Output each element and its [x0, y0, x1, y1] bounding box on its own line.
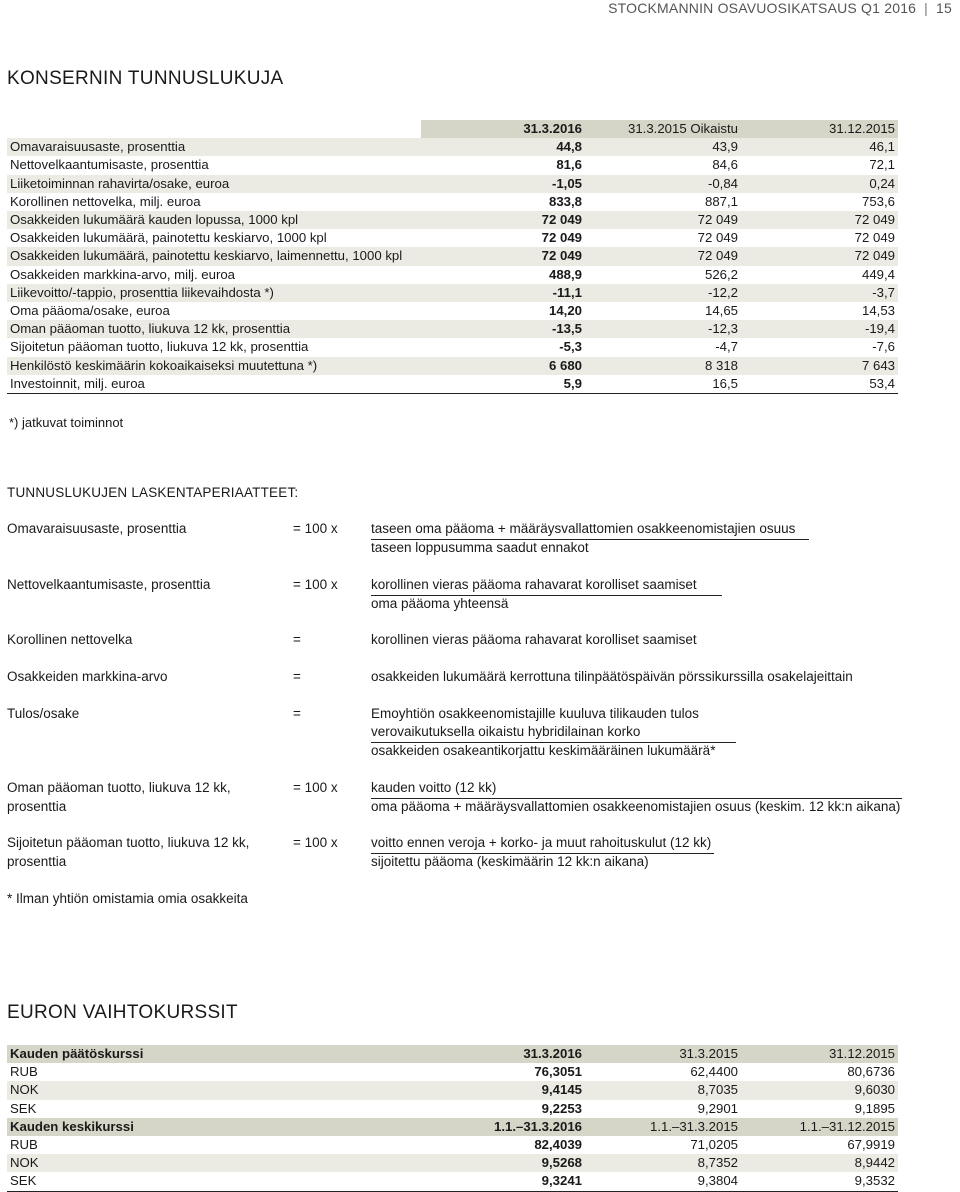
cell-value: -1,05 — [421, 175, 585, 193]
table-row — [7, 266, 898, 284]
own-shares-note: * Ilman yhtiön omistamia omia osakkeita — [7, 891, 248, 906]
calc-denominator: osakkeiden osakeantikorjattu keskimääräinen lukumäärä* — [371, 743, 716, 758]
cell-value: 71,0205 — [690, 1137, 738, 1153]
cell-value: 8,7352 — [585, 1154, 741, 1172]
cell-value: 14,20 — [548, 303, 582, 319]
col-header: 31.12.2015 — [741, 1045, 898, 1063]
cell-value: 9,3241 — [421, 1172, 585, 1191]
cell-value: 53,4 — [741, 375, 898, 394]
calc-formula: korollinen vieras pääoma rahavarat korolliset saamiset — [371, 632, 697, 647]
cell-value: 72 049 — [585, 211, 741, 229]
calculation-principles-title: TUNNUSLUKUJEN LASKENTAPERIAATTEET: — [7, 485, 299, 500]
row-label: Liikevoitto/-tappio, prosenttia liikevaihdosta *) — [7, 284, 421, 302]
cell-value: 81,6 — [556, 157, 582, 173]
continuing-operations-note: *) jatkuvat toiminnot — [9, 415, 124, 430]
table-row — [7, 1081, 898, 1099]
row-label: SEK — [7, 1172, 421, 1191]
calc-eq: = — [293, 669, 301, 684]
closing-rate-label: Kauden päätöskurssi — [7, 1045, 421, 1063]
cell-value: 76,3051 — [534, 1064, 582, 1080]
cell-value: 9,6030 — [741, 1081, 898, 1099]
cell-value: 8,7035 — [585, 1081, 741, 1099]
calc-label: Nettovelkaantumisaste, prosenttia — [7, 577, 211, 592]
cell-value: 526,2 — [704, 266, 738, 282]
closing-rate-header-row — [7, 1045, 898, 1063]
cell-value: 9,1895 — [854, 1100, 895, 1116]
calc-numerator-line1: Emoyhtiön osakkeenomistajille kuuluva tilikauden tulos — [371, 706, 699, 721]
exchange-rates-table — [7, 1045, 898, 1192]
section-title-exchange-rates: EURON VAIHTOKURSSIT — [7, 1002, 238, 1023]
calc-label: Osakkeiden markkina-arvo — [7, 669, 168, 684]
cell-value: 72 049 — [854, 230, 895, 246]
table-row — [7, 375, 898, 394]
cell-value: 14,53 — [861, 303, 895, 319]
cell-value: 72 049 — [585, 247, 741, 265]
table-row — [7, 175, 898, 193]
table-row — [7, 193, 898, 211]
row-label: Osakkeiden lukumäärä kauden lopussa, 1000 kpl — [7, 211, 421, 229]
calc-numerator: kauden voitto (12 kk) — [371, 779, 902, 799]
cell-value: 72 049 — [741, 211, 898, 229]
table-row — [7, 320, 898, 338]
row-label: Oman pääoman tuotto, liukuva 12 kk, prosenttia — [7, 320, 421, 338]
cell-value: 82,4039 — [534, 1137, 582, 1153]
calc-eq: = — [293, 632, 301, 647]
row-label: RUB — [10, 1137, 38, 1153]
calc-denominator: sijoitettu pääoma (keskimäärin 12 kk:n aikana) — [371, 854, 649, 869]
calc-numerator: voitto ennen veroja + korko- ja muut rahoituskulut (12 kk) — [371, 834, 714, 854]
row-label: Osakkeiden lukumäärä, painotettu keskiarvo, 1000 kpl — [10, 230, 327, 246]
table-row — [7, 284, 898, 302]
calc-label: Tulos/osake — [7, 706, 80, 721]
cell-value: -12,2 — [585, 284, 741, 302]
cell-value: 72 049 — [421, 211, 585, 229]
cell-value: 72 049 — [697, 230, 738, 246]
cell-value: 7 643 — [741, 357, 898, 375]
cell-value: 0,24 — [741, 175, 898, 193]
row-label: SEK — [10, 1100, 37, 1116]
table-row — [7, 211, 898, 229]
table-row — [7, 156, 898, 174]
col-header: 31.3.2016 — [421, 1045, 585, 1063]
row-label: Korollinen nettovelka, milj. euroa — [10, 193, 201, 209]
row-label: Oma pääoma/osake, euroa — [10, 303, 170, 319]
table-row — [7, 1136, 898, 1154]
cell-value: -3,7 — [741, 284, 898, 302]
cell-value: 43,9 — [585, 138, 741, 156]
cell-value: -13,5 — [421, 320, 585, 338]
calc-label: Oman pääoman tuotto, liukuva 12 kk, prosenttia — [7, 780, 231, 814]
cell-value: 753,6 — [861, 193, 895, 209]
table-row — [7, 357, 898, 375]
row-label: Osakkeiden markkina-arvo, milj. euroa — [10, 266, 236, 282]
row-label: Sijoitetun pääoman tuotto, liukuva 12 kk, prosenttia — [10, 339, 309, 355]
cell-value: 62,4400 — [690, 1064, 738, 1080]
cell-value: 9,3532 — [741, 1172, 898, 1191]
calc-label: Omavaraisuusaste, prosenttia — [7, 521, 187, 536]
cell-value: 9,3804 — [585, 1172, 741, 1191]
cell-value: 5,9 — [421, 375, 585, 394]
calc-eq: = 100 x — [293, 577, 338, 592]
table-row — [7, 1100, 898, 1118]
row-label: RUB — [10, 1064, 38, 1080]
cell-value: 72 049 — [541, 230, 582, 246]
cell-value: 44,8 — [421, 138, 585, 156]
calc-denominator: oma pääoma + määräysvallattomien osakkeenomistajien osuus (keskim. 12 kk:n aikana) — [371, 799, 901, 814]
header-separator: | — [924, 0, 929, 16]
cell-value: 8 318 — [585, 357, 741, 375]
row-label: Henkilöstö keskimäärin kokoaikaiseksi muutettuna *) — [7, 357, 421, 375]
row-label: NOK — [7, 1154, 421, 1172]
col-header: 1.1.–31.3.2015 — [585, 1118, 741, 1136]
cell-value: -12,3 — [585, 320, 741, 338]
col-header: 31.3.2015 Oikaistu — [585, 120, 741, 138]
header-blank — [7, 120, 421, 138]
col-header: 1.1.–31.12.2015 — [741, 1118, 898, 1136]
cell-value: -5,3 — [559, 339, 582, 355]
cell-value: 72,1 — [869, 157, 895, 173]
page-header — [608, 0, 952, 16]
key-figures-header-row — [7, 120, 898, 138]
average-rate-header-row — [7, 1118, 898, 1136]
table-row — [7, 1154, 898, 1172]
calc-numerator: korollinen vieras pääoma rahavarat korolliset saamiset — [371, 576, 722, 596]
cell-value: 14,65 — [704, 303, 738, 319]
report-title: STOCKMANNIN OSAVUOSIKATSAUS Q1 2016 — [608, 0, 917, 16]
cell-value: 9,2901 — [697, 1100, 738, 1116]
table-row — [7, 1172, 898, 1191]
section-title-key-figures: KONSERNIN TUNNUSLUKUJA — [7, 68, 284, 89]
cell-value: 46,1 — [741, 138, 898, 156]
row-label: Liiketoiminnan rahavirta/osake, euroa — [7, 175, 421, 193]
cell-value: -4,7 — [715, 339, 738, 355]
average-rate-label: Kauden keskikurssi — [7, 1118, 421, 1136]
calc-label: Korollinen nettovelka — [7, 632, 133, 647]
row-label: Investoinnit, milj. euroa — [7, 375, 421, 394]
calc-eq: = 100 x — [293, 521, 338, 536]
page-number: 15 — [936, 0, 952, 16]
cell-value: 72 049 — [741, 247, 898, 265]
calc-numerator-line2: verovaikutuksella oikaistu hybridilainan korko — [371, 723, 736, 743]
table-row — [7, 229, 898, 247]
cell-value: 80,6736 — [847, 1064, 895, 1080]
calc-eq: = 100 x — [293, 780, 338, 795]
col-header: 31.3.2015 — [585, 1045, 741, 1063]
row-label: NOK — [7, 1081, 421, 1099]
calc-denominator: oma pääoma yhteensä — [371, 596, 509, 611]
table-row — [7, 138, 898, 156]
col-header: 31.3.2016 — [421, 120, 585, 138]
cell-value: 833,8 — [548, 193, 582, 209]
cell-value: 6 680 — [421, 357, 585, 375]
row-label: Omavaraisuusaste, prosenttia — [7, 138, 421, 156]
cell-value: -0,84 — [585, 175, 741, 193]
cell-value: 67,9919 — [847, 1137, 895, 1153]
calc-formula: osakkeiden lukumäärä kerrottuna tilinpäätöspäivän pörssikurssilla osakelajeittain — [371, 669, 853, 684]
calc-numerator: taseen oma pääoma + määräysvallattomien osakkeenomistajien osuus — [371, 520, 809, 540]
calc-label: Sijoitetun pääoman tuotto, liukuva 12 kk, prosenttia — [7, 835, 250, 869]
cell-value: 72 049 — [421, 247, 585, 265]
cell-value: -19,4 — [741, 320, 898, 338]
table-row — [7, 302, 898, 320]
cell-value: 9,5268 — [421, 1154, 585, 1172]
cell-value: 449,4 — [861, 266, 895, 282]
key-figures-table — [7, 120, 898, 394]
row-label: Osakkeiden lukumäärä, painotettu keskiarvo, laimennettu, 1000 kpl — [7, 247, 421, 265]
cell-value: -7,6 — [872, 339, 895, 355]
cell-value: 84,6 — [712, 157, 738, 173]
table-row — [7, 1063, 898, 1081]
table-row — [7, 247, 898, 265]
cell-value: 9,2253 — [541, 1100, 582, 1116]
calc-eq: = 100 x — [293, 835, 338, 850]
col-header: 1.1.–31.3.2016 — [421, 1118, 585, 1136]
cell-value: 9,4145 — [421, 1081, 585, 1099]
cell-value: -11,1 — [421, 284, 585, 302]
cell-value: 488,9 — [548, 266, 582, 282]
cell-value: 8,9442 — [741, 1154, 898, 1172]
cell-value: 16,5 — [585, 375, 741, 394]
calc-eq: = — [293, 706, 301, 721]
row-label: Nettovelkaantumisaste, prosenttia — [10, 157, 209, 173]
col-header: 31.12.2015 — [741, 120, 898, 138]
cell-value: 887,1 — [704, 193, 738, 209]
table-row — [7, 338, 898, 356]
calc-denominator: taseen loppusumma saadut ennakot — [371, 540, 589, 555]
